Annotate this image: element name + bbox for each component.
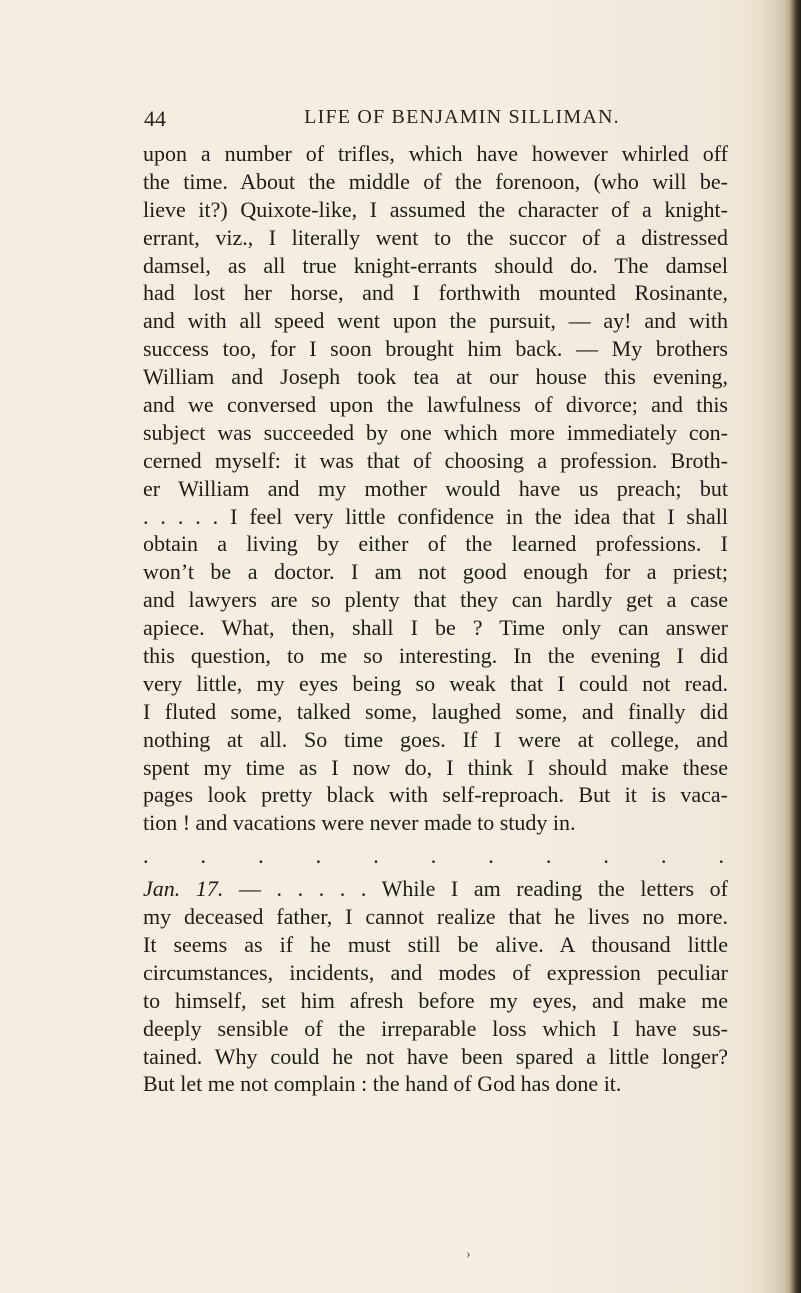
text-line: deeply sensible of the irreparable loss which I have sus- [143,1015,728,1041]
text-line: won’t be a doctor. I am not good enough for a priest; [143,559,728,585]
binding-edge [784,0,801,1293]
text-line: nothing at all. So time goes. If I were at college, and [143,726,728,752]
text-line: . . . . . I feel very little confidence in the idea that I shall [143,503,728,529]
text-line: success too, for I soon brought him back. — My brothers [143,336,728,362]
section-separator-dots: . . . . . . . . . . . [143,843,724,869]
page-edge-shadow [760,0,784,1293]
text-line: subject was succeeded by one which more immediately con- [143,419,728,445]
page-number: 44 [144,106,166,131]
text-line: my deceased father, I cannot realize that he lives no more. [143,904,728,930]
body-text [143,140,728,1098]
text-line: and with all speed went upon the pursuit, — ay! and with [143,308,728,334]
text-line: er William and my mother would have us preach; but [143,475,728,501]
text-line: very little, my eyes being so weak that I could not read. [143,670,728,696]
text-line: damsel, as all true knight-errants should do. The damsel [143,252,728,278]
text-line: this question, to me so interesting. In the evening I did [143,643,728,669]
text-line: to himself, set him afresh before my eyes, and make me [143,987,728,1013]
entry-first-line [143,875,728,903]
text-line: But let me not complain : the hand of God has done it. [143,1071,622,1097]
text-line: tained. Why could he not have been spared a little longer? [143,1043,728,1069]
text-line: lieve it?) Quixote-like, I assumed the character of a knight- [143,196,728,222]
text-line: apiece. What, then, shall I be ? Time only can answer [143,615,728,641]
text-line: It seems as if he must still be alive. A thousand little [143,931,728,957]
text-line: obtain a living by either of the learned professions. I [143,531,728,557]
text-line: spent my time as I now do, I think I should make these [143,754,728,780]
text-line: and we conversed upon the lawfulness of divorce; and this [143,392,728,418]
stray-mark: › [466,1247,471,1262]
text-line: and lawyers are so plenty that they can hardly get a case [143,587,728,613]
running-title: LIFE OF BENJAMIN SILLIMAN. [304,106,620,128]
text-line: cerned myself: it was that of choosing a profession. Broth- [143,447,728,473]
entry-first-line-text: — . . . . . While I am reading the letters of [223,876,729,902]
text-line: tion ! and vacations were never made to study in. [143,810,576,836]
text-line: I fluted some, talked some, laughed some, and finally did [143,698,728,724]
text-line: William and Joseph took tea at our house this evening, [143,364,728,390]
running-head [102,106,722,136]
text-line: errant, viz., I literally went to the succor of a distressed [143,224,728,250]
text-line: had lost her horse, and I forthwith mounted Rosinante, [143,280,728,306]
text-line: pages look pretty black with self-reproach. But it is vaca- [143,782,728,808]
text-line: the time. About the middle of the forenoon, (who will be- [143,168,728,194]
entry-date: Jan. 17. [143,876,224,902]
text-line: circumstances, incidents, and modes of expression peculiar [143,959,728,985]
text-line: upon a number of trifles, which have however whirled off [143,141,728,166]
